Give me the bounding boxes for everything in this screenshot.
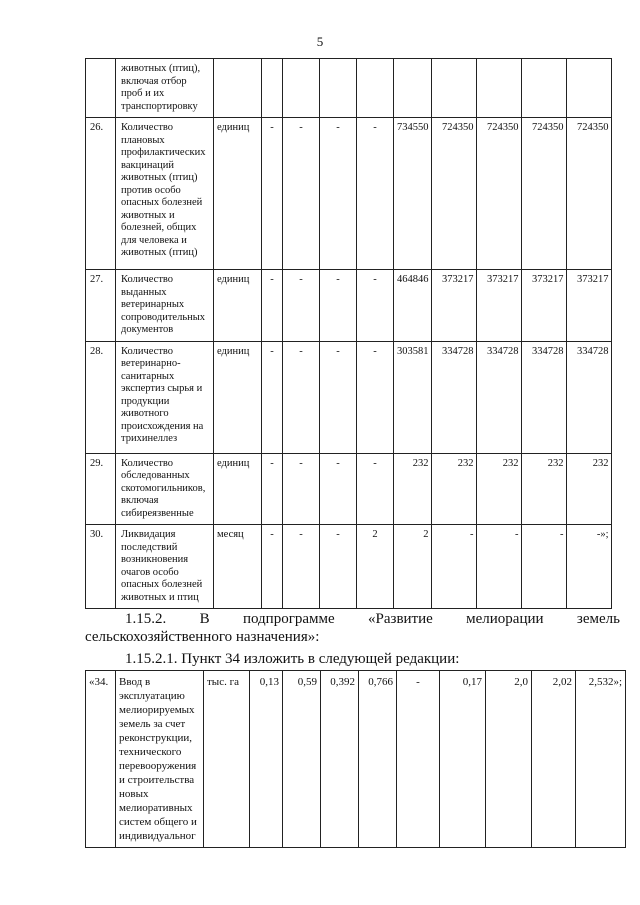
value-cell: 232: [521, 453, 566, 525]
value-cell: -: [357, 270, 394, 342]
value-cell: -: [320, 341, 357, 453]
table-row: [86, 118, 612, 270]
value-cell: [357, 59, 394, 118]
unit: [214, 59, 262, 118]
value-cell: 232: [476, 453, 521, 525]
value-cell: -: [262, 341, 283, 453]
value-cell: 0,13: [250, 671, 283, 848]
value-cell: 373217: [566, 270, 611, 342]
value-cell: 724350: [521, 118, 566, 270]
value-cell: -: [357, 118, 394, 270]
table-row: [86, 341, 612, 453]
value-cell: 2,02: [532, 671, 576, 848]
value-cell: -: [262, 453, 283, 525]
value-cell: -: [283, 270, 320, 342]
indicator-name: животных (птиц), включая отбор проб и их транспортировку: [116, 59, 214, 118]
value-cell: 334728: [476, 341, 521, 453]
paragraph-number: 1.15.2.: [125, 611, 167, 627]
word: В: [199, 611, 210, 627]
value-cell: -: [431, 525, 476, 609]
value-cell: 0,766: [359, 671, 397, 848]
value-cell: -: [262, 118, 283, 270]
value-cell: 2,532»;: [576, 671, 626, 848]
table-row: [86, 59, 612, 118]
value-cell: -: [357, 453, 394, 525]
value-cell: 2,0: [486, 671, 532, 848]
indicator-name: Количество ветеринарно-санитарных экспертиз сырья и продукции животного происхождения на трихинеллез: [116, 341, 214, 453]
value-cell: 0,17: [440, 671, 486, 848]
value-cell: -: [262, 270, 283, 342]
value-cell: 334728: [566, 341, 611, 453]
value-cell: 373217: [521, 270, 566, 342]
item-34-table: [85, 670, 626, 848]
indicator-name: Количество плановых профилактических вакцинаций животных (птиц) против особо опасных болезней животных и болезней, общих для человека и животных (птиц): [116, 118, 214, 270]
value-cell: -: [476, 525, 521, 609]
value-cell: 0,392: [321, 671, 359, 848]
value-cell: 232: [566, 453, 611, 525]
value-cell: -: [283, 341, 320, 453]
value-cell: [320, 59, 357, 118]
unit: месяц: [214, 525, 262, 609]
row-number: 27.: [86, 270, 116, 342]
row-number: 30.: [86, 525, 116, 609]
table-row: [86, 270, 612, 342]
word: подпрограмме: [242, 611, 335, 627]
value-cell: -: [283, 525, 320, 609]
table-row: [86, 671, 626, 848]
value-cell: 724350: [566, 118, 611, 270]
unit: тыс. га: [204, 671, 250, 848]
value-cell: 724350: [431, 118, 476, 270]
indicator-name: Ввод в эксплуатацию мелиорируемых земель за счет реконструкции, технического перевооружения и строительства новых мелиоративных систем общего и индивидуальног: [116, 671, 204, 848]
paragraph-1-15-2: [85, 610, 620, 646]
value-cell: -: [320, 453, 357, 525]
value-cell: [521, 59, 566, 118]
value-cell: [476, 59, 521, 118]
indicator-name: Количество выданных ветеринарных сопроводительных документов: [116, 270, 214, 342]
row-number: 29.: [86, 453, 116, 525]
paragraph-1-15-2-1: 1.15.2.1. Пункт 34 изложить в следующей редакции:: [125, 651, 460, 667]
value-cell: 373217: [476, 270, 521, 342]
value-cell: [283, 59, 320, 118]
indicator-name: Количество обследованных скотомогильников, включая сибиреязвенные: [116, 453, 214, 525]
value-cell: [566, 59, 611, 118]
value-cell: [394, 59, 432, 118]
table-row: [86, 525, 612, 609]
row-number: 26.: [86, 118, 116, 270]
value-cell: -: [283, 453, 320, 525]
value-cell: -: [320, 525, 357, 609]
page-number: 5: [316, 34, 324, 49]
word: мелиорации: [466, 611, 544, 627]
row-number: «34.: [86, 671, 116, 848]
value-cell: -: [320, 270, 357, 342]
word: «Развитие: [368, 611, 433, 627]
value-cell: 0,59: [283, 671, 321, 848]
value-cell: -: [397, 671, 440, 848]
value-cell: 2: [394, 525, 432, 609]
value-cell: 232: [394, 453, 432, 525]
value-cell: 303581: [394, 341, 432, 453]
row-number: 28.: [86, 341, 116, 453]
value-cell: -: [262, 525, 283, 609]
unit: единиц: [214, 341, 262, 453]
paragraph-line: сельскохозяйственного назначения»:: [85, 629, 320, 645]
value-cell: 464846: [394, 270, 432, 342]
value-cell: 334728: [521, 341, 566, 453]
value-cell: -: [283, 118, 320, 270]
value-cell: [262, 59, 283, 118]
indicator-name: Ликвидация последствий возникновения очагов особо опасных болезней животных и птиц: [116, 525, 214, 609]
row-number: [86, 59, 116, 118]
value-cell: 2: [357, 525, 394, 609]
unit: единиц: [214, 118, 262, 270]
value-cell: 232: [431, 453, 476, 525]
unit: единиц: [214, 270, 262, 342]
table-row: [86, 453, 612, 525]
unit: единиц: [214, 453, 262, 525]
value-cell: 734550: [394, 118, 432, 270]
indicators-table: [85, 58, 612, 609]
value-cell: -»;: [566, 525, 611, 609]
word: земель: [576, 611, 620, 627]
value-cell: -: [357, 341, 394, 453]
value-cell: -: [320, 118, 357, 270]
value-cell: -: [521, 525, 566, 609]
value-cell: [431, 59, 476, 118]
value-cell: 724350: [476, 118, 521, 270]
value-cell: 334728: [431, 341, 476, 453]
value-cell: 373217: [431, 270, 476, 342]
